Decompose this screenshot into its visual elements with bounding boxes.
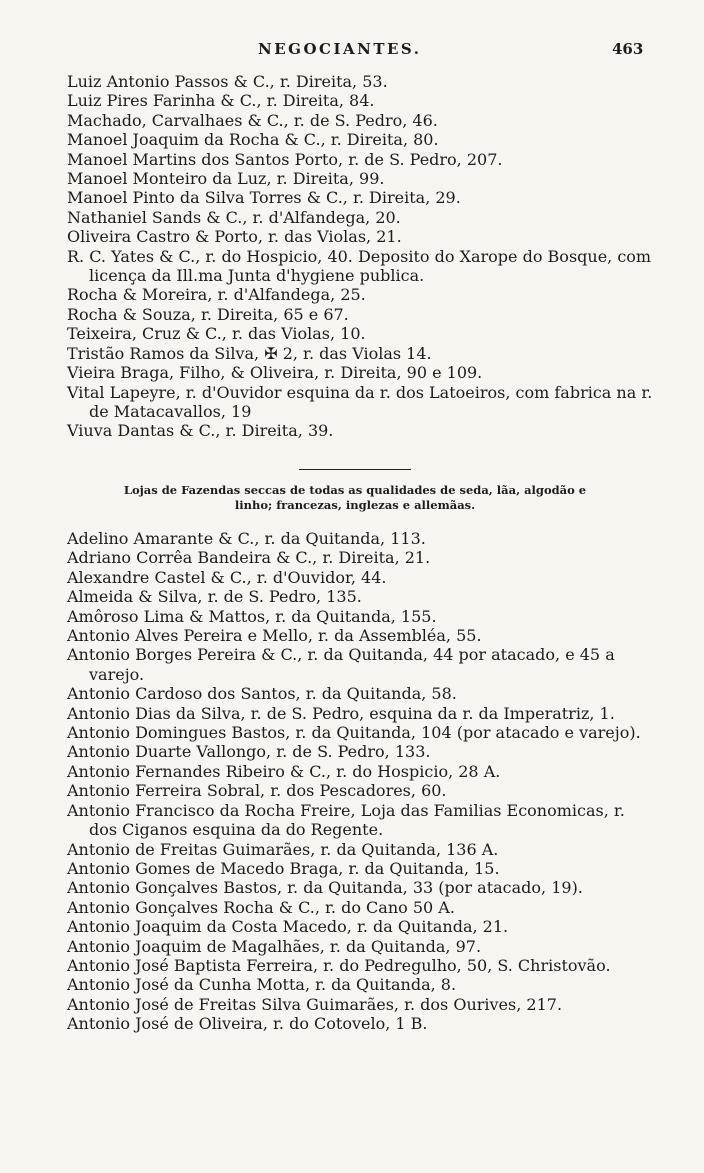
list-item: Antonio Fernandes Ribeiro & C., r. do Hospicio, 28 A. <box>67 761 501 781</box>
list-item: Manoel Martins dos Santos Porto, r. de S. Pedro, 207. <box>67 149 503 169</box>
list-item: Antonio Francisco da Rocha Freire, Loja das Familias Economicas, r. dos Ciganos esquina da do Regente. <box>67 800 625 840</box>
list-item: Antonio Dias da Silva, r. de S. Pedro, esquina da r. da Imperatriz, 1. <box>67 703 615 723</box>
list-item: Rocha & Souza, r. Direita, 65 e 67. <box>67 304 349 324</box>
list-item: Alexandre Castel & C., r. d'Ouvidor, 44. <box>67 567 387 587</box>
list-item: Antonio Duarte Vallongo, r. de S. Pedro, 133. <box>67 742 431 762</box>
list-item: Antonio José Baptista Ferreira, r. do Pedregulho, 50, S. Christovão. <box>67 955 611 975</box>
list-item: Manoel Pinto da Silva Torres & C., r. Direita, 29. <box>67 188 461 208</box>
list-item: Amôroso Lima & Mattos, r. da Quitanda, 155. <box>67 606 437 626</box>
list-item: Manoel Joaquim da Rocha & C., r. Direita, 80. <box>67 130 439 150</box>
section-heading-line: Lojas de Fazendas seccas de todas as qualidades de seda, lãa, algodão e <box>123 483 587 497</box>
list-item: Antonio Joaquim de Magalhães, r. da Quitanda, 97. <box>67 936 482 956</box>
section-heading-line: linho; francezas, inglezas e allemãas. <box>234 498 476 512</box>
list-item: Teixeira, Cruz & C., r. das Violas, 10. <box>67 324 366 344</box>
list-item: Antonio Cardoso dos Santos, r. da Quitanda, 58. <box>67 684 457 704</box>
list-item: Oliveira Castro & Porto, r. das Violas, 21. <box>67 227 402 247</box>
list-item: Almeida & Silva, r. de S. Pedro, 135. <box>67 587 362 607</box>
merchant-list <box>67 72 657 441</box>
list-item: Adriano Corrêa Bandeira & C., r. Direita, 21. <box>67 548 431 568</box>
list-item: Antonio Domingues Bastos, r. da Quitanda, 104 (por atacado e varejo). <box>67 723 641 743</box>
section-heading <box>70 483 640 513</box>
running-header <box>0 40 704 62</box>
shop-list <box>67 529 657 1034</box>
list-item: Antonio Borges Pereira & C., r. da Quitanda, 44 por atacado, e 45 a varejo. <box>67 645 615 684</box>
list-item: Tristão Ramos da Silva, ✠ 2, r. das Violas 14. <box>67 343 432 363</box>
list-item: Machado, Carvalhaes & C., r. de S. Pedro, 46. <box>67 110 438 130</box>
list-item: Nathaniel Sands & C., r. d'Alfandega, 20. <box>67 207 401 227</box>
list-item: Rocha & Moreira, r. d'Alfandega, 25. <box>67 285 366 305</box>
list-item: Vital Lapeyre, r. d'Ouvidor esquina da r. dos Latoeiros, com fabrica na r. de Matacavallos, 19 <box>67 382 653 421</box>
section-divider <box>299 469 411 470</box>
list-item: Adelino Amarante & C., r. da Quitanda, 113. <box>67 529 426 548</box>
list-item: Antonio José de Oliveira, r. do Cotovelo, 1 B. <box>67 1014 428 1034</box>
list-item: Viuva Dantas & C., r. Direita, 39. <box>67 421 334 441</box>
list-item: Antonio Gonçalves Bastos, r. da Quitanda, 33 (por atacado, 19). <box>67 878 583 898</box>
page-title: NEGOCIANTES. <box>258 40 422 58</box>
list-item: Antonio Gonçalves Rocha & C., r. do Cano 50 A. <box>67 897 455 917</box>
page-number: 463 <box>612 40 644 58</box>
list-item: Antonio Gomes de Macedo Braga, r. da Quitanda, 15. <box>67 858 500 878</box>
list-item: Antonio José de Freitas Silva Guimarães, r. dos Ourives, 217. <box>67 994 563 1014</box>
list-item: Antonio Alves Pereira e Mello, r. da Assembléa, 55. <box>67 626 482 646</box>
list-item: Luiz Antonio Passos & C., r. Direita, 53. <box>67 72 388 91</box>
list-item: Luiz Pires Farinha & C., r. Direita, 84. <box>67 91 375 111</box>
list-item: Antonio Joaquim da Costa Macedo, r. da Quitanda, 21. <box>67 917 509 937</box>
list-item: Manoel Monteiro da Luz, r. Direita, 99. <box>67 169 385 189</box>
list-item: Antonio José da Cunha Motta, r. da Quitanda, 8. <box>67 975 457 995</box>
list-item: Vieira Braga, Filho, & Oliveira, r. Direita, 90 e 109. <box>67 363 483 383</box>
list-item: Antonio Ferreira Sobral, r. dos Pescadores, 60. <box>67 781 447 801</box>
list-item: R. C. Yates & C., r. do Hospicio, 40. Deposito do Xarope do Bosque, com licença da Ill.ma Junta d'hygiene publica. <box>67 246 652 286</box>
list-item: Antonio de Freitas Guimarães, r. da Quitanda, 136 A. <box>67 839 499 859</box>
